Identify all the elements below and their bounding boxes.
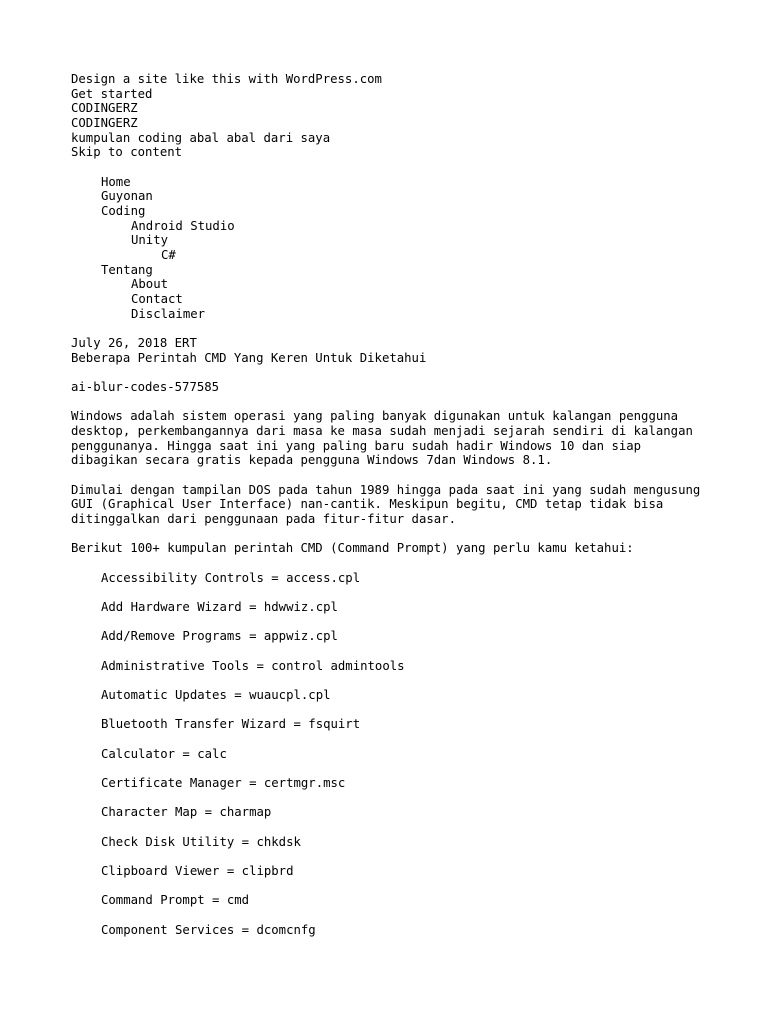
post-paragraph-1: Windows adalah sistem operasi yang paling banyak digunakan untuk kalangan pengguna desktop, perkembangannya dari masa ke masa sudah menjadi sejarah sendiri di kalangan penggunanya. Hingga saat ini yang paling baru sudah hadir Windows 10 dan siap dibagikan secara gratis kepada pengguna Windows 7dan Windows 8.1. bbox=[71, 409, 693, 468]
site-tagline: kumpulan coding abal abal dari saya bbox=[71, 130, 331, 145]
site-title-link[interactable]: CODINGERZ bbox=[71, 101, 138, 116]
design-with-wordpress-link[interactable]: Design a site like this with WordPress.com bbox=[71, 72, 382, 86]
list-item: Automatic Updates = wuaucpl.cpl bbox=[101, 688, 331, 703]
nav-item-contact[interactable]: Contact bbox=[131, 292, 183, 307]
nav-item-guyonan[interactable]: Guyonan bbox=[101, 189, 153, 204]
list-item: Accessibility Controls = access.cpl bbox=[101, 570, 361, 585]
nav-item-about[interactable]: About bbox=[131, 277, 169, 292]
command-list bbox=[71, 571, 711, 938]
list-item: Check Disk Utility = chkdsk bbox=[101, 834, 301, 849]
post-title[interactable]: Beberapa Perintah CMD Yang Keren Untuk Diketahui bbox=[71, 350, 427, 365]
list-item: Add/Remove Programs = appwiz.cpl bbox=[101, 629, 338, 644]
main-navigation bbox=[71, 175, 711, 322]
post-paragraph-2: Dimulai dengan tampilan DOS pada tahun 1989 hingga pada saat ini yang sudah mengusung GUI (Graphical User Interface) nan-cantik. Meskipun begitu, CMD tetap tidak bisa ditinggalkan dari penggunaan pada fitur-fitur dasar. bbox=[71, 482, 701, 527]
post-header bbox=[71, 336, 711, 365]
list-item: Administrative Tools = control admintools bbox=[101, 658, 405, 673]
get-started-link[interactable]: Get started bbox=[71, 86, 153, 101]
list-item: Calculator = calc bbox=[101, 746, 227, 761]
list-item: Clipboard Viewer = clipbrd bbox=[101, 864, 294, 879]
post-date-link[interactable]: July 26, 2018 ERT bbox=[71, 336, 197, 351]
nav-item-home[interactable]: Home bbox=[101, 174, 131, 189]
post-paragraph-3: Berikut 100+ kumpulan perintah CMD (Command Prompt) yang perlu kamu ketahui: bbox=[71, 541, 634, 556]
list-item: Certificate Manager = certmgr.msc bbox=[101, 776, 346, 791]
nav-item-csharp[interactable]: C# bbox=[161, 248, 176, 263]
nav-item-coding[interactable]: Coding bbox=[101, 204, 146, 219]
nav-item-tentang[interactable]: Tentang bbox=[101, 262, 153, 277]
nav-item-disclaimer[interactable]: Disclaimer bbox=[131, 306, 206, 321]
post-image-alt: ai-blur-codes-577585 bbox=[71, 380, 220, 395]
list-item: Bluetooth Transfer Wizard = fsquirt bbox=[101, 717, 361, 732]
nav-item-android-studio[interactable]: Android Studio bbox=[131, 218, 235, 233]
skip-to-content-link[interactable]: Skip to content bbox=[71, 145, 183, 160]
list-item: Command Prompt = cmd bbox=[101, 893, 250, 908]
list-item: Component Services = dcomcnfg bbox=[101, 922, 316, 937]
list-item: Character Map = charmap bbox=[101, 805, 272, 820]
list-item: Add Hardware Wizard = hdwwiz.cpl bbox=[101, 600, 338, 615]
nav-item-unity[interactable]: Unity bbox=[131, 233, 169, 248]
site-title-heading-link[interactable]: CODINGERZ bbox=[71, 116, 138, 131]
